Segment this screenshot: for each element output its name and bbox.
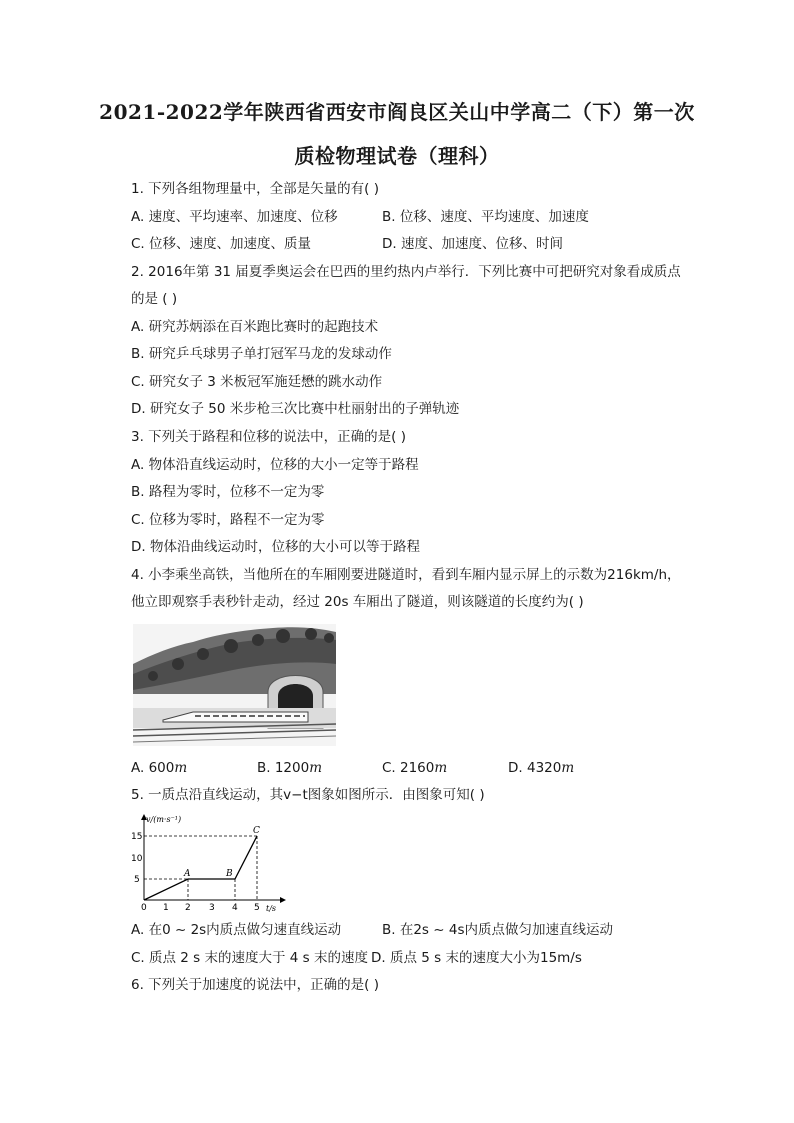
question-4-stem-line-1: 4. 小李乘坐高铁，当他所在的车厢刚要进隧道时，看到车厢内显示屏上的示数为216km/h， (131, 567, 681, 583)
graph-x-axis-arrow (280, 897, 286, 903)
question-2-option-b: B. 研究乒乓球男子单打冠军马龙的发球动作 (131, 346, 392, 362)
question-2-option-c: C. 研究女子 3 米板冠军施廷懋的跳水动作 (131, 374, 383, 390)
graph-x-tick-0: 0 (141, 903, 147, 912)
question-4-stem-line-2: 他立即观察手表秒针走动，经过 20s 车厢出了隧道，则该隧道的长度约为( ) (131, 594, 584, 610)
question-5-option-d: D. 质点 5 s 末的速度大小为15m/s (371, 950, 582, 966)
question-5-option-b: B. 在2s ~ 4s内质点做匀加速直线运动 (382, 922, 613, 938)
velocity-time-graph (130, 812, 290, 912)
question-2-option-a: A. 研究苏炳添在百米跑比赛时的起跑技术 (131, 319, 379, 335)
paper-title-line-1: 2021-2022学年陕西省西安市阎良区关山中学高二（下）第一次 (99, 100, 695, 124)
paper-title-line-2: 质检物理试卷（理科） (294, 144, 500, 168)
graph-x-tick-2: 2 (185, 903, 191, 912)
graph-y-tick-10: 10 (131, 854, 143, 864)
question-1-option-c: C. 位移、速度、加速度、质量 (131, 236, 312, 252)
graph-x-tick-5: 5 (254, 903, 260, 912)
graph-point-b: B (226, 869, 233, 879)
question-2-option-d: D. 研究女子 50 米步枪三次比赛中杜丽射出的子弹轨迹 (131, 401, 460, 417)
graph-y-tick-15: 15 (131, 832, 143, 842)
graph-x-label: t/s (266, 904, 277, 912)
question-3-option-b: B. 路程为零时，位移不一定为零 (131, 484, 325, 500)
question-3-option-a: A. 物体沿直线运动时，位移的大小一定等于路程 (131, 457, 419, 473)
question-1-option-a: A. 速度、平均速率、加速度、位移 (131, 209, 338, 225)
question-4-option-a: A. 600m (131, 760, 188, 776)
question-5-option-a: A. 在0 ~ 2s内质点做匀速直线运动 (131, 922, 342, 938)
question-3-option-c: C. 位移为零时，路程不一定为零 (131, 512, 325, 528)
graph-point-a: A (184, 869, 191, 879)
question-5-option-c: C. 质点 2 s 末的速度大于 4 s 末的速度 (131, 950, 369, 966)
question-1-option-b: B. 位移、速度、平均速度、加速度 (382, 209, 589, 225)
question-6-stem: 6. 下列关于加速度的说法中，正确的是( ) (131, 977, 379, 993)
question-5-stem: 5. 一质点沿直线运动，其v−t图象如图所示．由图象可知( ) (131, 787, 485, 803)
question-1-option-d: D. 速度、加速度、位移、时间 (382, 236, 563, 252)
question-2-stem-line-2: 的是 ( ) (131, 291, 178, 307)
question-1-stem: 1. 下列各组物理量中，全部是矢量的有( ) (131, 181, 379, 197)
graph-x-tick-3: 3 (209, 903, 215, 912)
question-4-option-d: D. 4320m (508, 760, 575, 776)
tunnel-train-photo (133, 624, 336, 746)
question-2-stem-line-1: 2. 2016年第 31 届夏季奥运会在巴西的里约热内卢举行．下列比赛中可把研究对象看成质点 (131, 264, 681, 280)
question-3-option-d: D. 物体沿曲线运动时，位移的大小可以等于路程 (131, 539, 420, 555)
graph-x-tick-1: 1 (163, 903, 169, 912)
question-4-option-b: B. 1200m (257, 760, 323, 776)
graph-point-c: C (253, 826, 260, 836)
question-3-stem: 3. 下列关于路程和位移的说法中，正确的是( ) (131, 429, 406, 445)
graph-velocity-line (144, 836, 257, 900)
graph-y-tick-5: 5 (134, 875, 140, 885)
graph-y-label: v/(m·s⁻¹) (146, 815, 182, 824)
question-4-option-c: C. 2160m (382, 760, 448, 776)
graph-x-tick-4: 4 (232, 903, 238, 912)
